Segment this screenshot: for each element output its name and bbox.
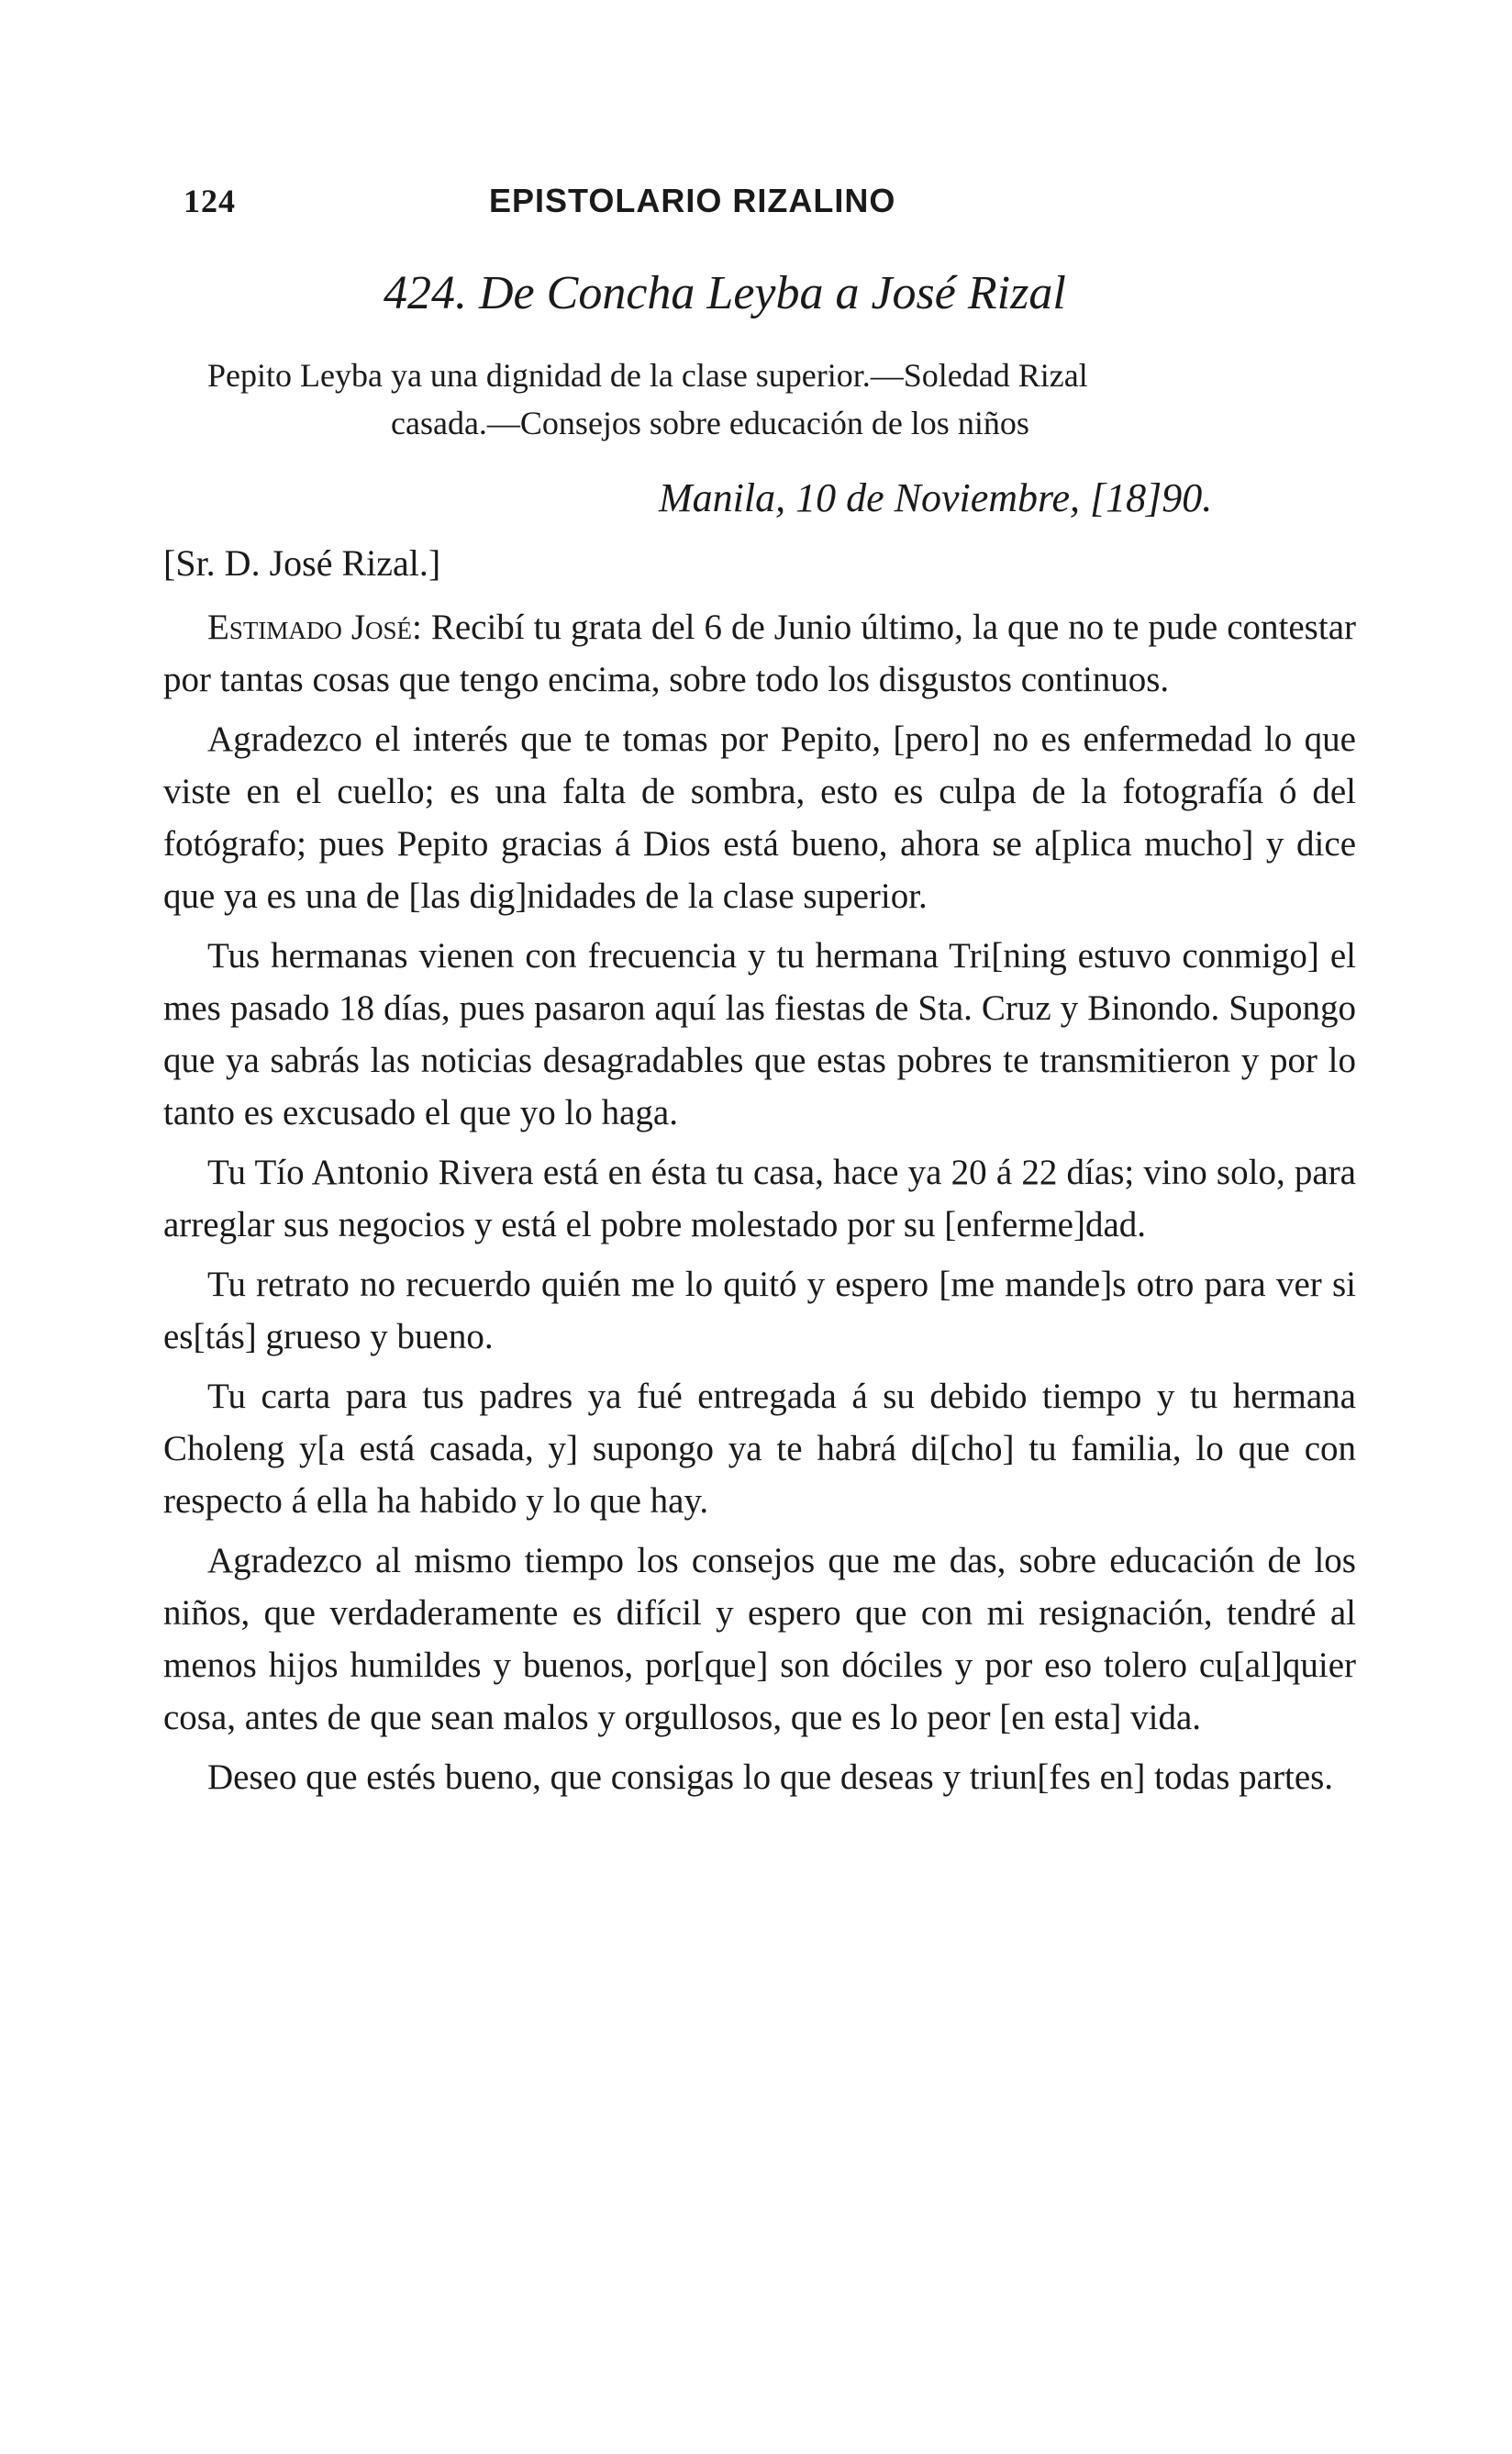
- letter-body: [163, 601, 1356, 1803]
- summary-line-1: Pepito Leyba ya una dignidad de la clase superior.—Soledad Rizal: [207, 357, 1088, 394]
- page-number: 124: [183, 183, 236, 219]
- letter-summary: [207, 351, 1363, 447]
- paragraph-6: Tu carta para tus padres ya fué entregada á su debido tiempo y tu hermana Choleng y[a está casada, y] supongo ya te habrá di[cho] tu familia, lo que con respecto á ella ha habido y lo que hay.: [163, 1377, 1356, 1521]
- summary-line-2: casada.—Consejos sobre educación de los niños: [391, 405, 1029, 441]
- letter-title: 424. De Concha Leyba a José Rizal: [384, 267, 1066, 319]
- dateline: Manila, 10 de Noviembre, [18]90.: [659, 475, 1213, 520]
- paragraph-8: Deseo que estés bueno, que consigas lo que deseas y triun[fes en] todas partes.: [207, 1757, 1334, 1797]
- paragraph-3: Tus hermanas vienen con frecuencia y tu hermana Tri[ning estuvo conmigo] el mes pasado 18 días, pues pasaron aquí las fiestas de Sta. Cruz y Binondo. Supongo que ya sabrás las noticias desagradables que estas pobres te transmitieron y por lo tanto es excusado el que yo lo haga.: [163, 936, 1356, 1132]
- recipient: [Sr. D. José Rizal.]: [163, 542, 441, 584]
- paragraph-2: Agradezco el interés que te tomas por Pepito, [pero] no es enfermedad lo que viste en el cuello; es una falta de sombra, esto es culpa de la fotografía ó del fotógrafo; pues Pepito gracias á Dios está bueno, ahora se a[plica mucho] y dice que ya es una de [las dig]nidades de la clase superior.: [163, 719, 1356, 916]
- paragraph-7: Agradezco al mismo tiempo los consejos que me das, sobre educación de los niños, que verdaderamente es difícil y espero que con mi resignación, tendré al menos hijos humildes y buenos, por[que] son dóciles y por eso tolero cu[al]quier cosa, antes de que sean malos y orgullosos, que es lo peor [en esta] vida.: [163, 1541, 1356, 1737]
- paragraph-5: Tu retrato no recuerdo quién me lo quitó y espero [me mande]s otro para ver si es[tás] grueso y bueno.: [163, 1265, 1356, 1356]
- paragraph-text: : Recibí tu grata del 6 de Junio último, la que no te pude contestar por tantas cosas que tengo encima, sobre todo los disgustos continuos.: [163, 608, 1356, 699]
- salutation: Estimado José: [207, 608, 412, 647]
- book-title: EPISTOLARIO RIZALINO: [489, 182, 896, 219]
- paragraph-1: [163, 601, 1356, 706]
- paragraph-4: Tu Tío Antonio Rivera está en ésta tu casa, hace ya 20 á 22 días; vino solo, para arreglar sus negocios y está el pobre molestado por su [enferme]dad.: [163, 1153, 1356, 1244]
- running-head: [163, 174, 1356, 229]
- book-page: [163, 174, 1356, 1811]
